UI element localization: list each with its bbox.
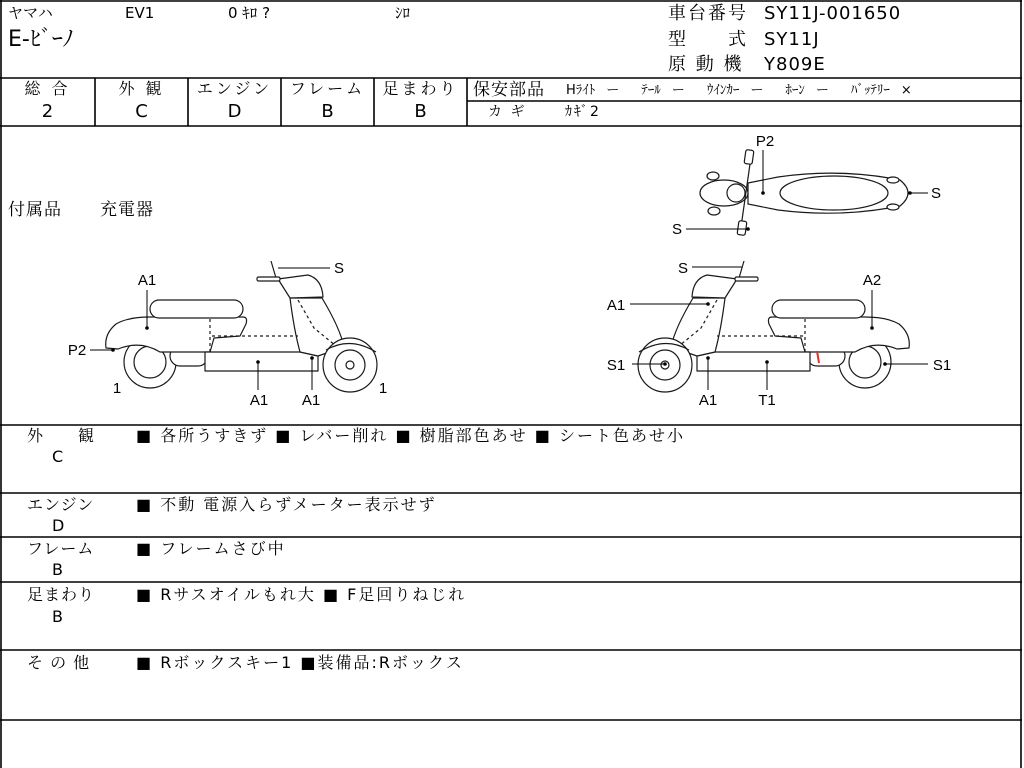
key-label: カ ギ [488,104,527,120]
engine-label: 原 動 機 [668,54,744,75]
safety-item-horn [785,84,829,97]
safety-item-name: ﾎｰﾝ [785,83,805,98]
diagram-label-right-handle: S [677,260,689,277]
safety-item-headlight [566,84,619,97]
grade-frame [281,78,374,126]
diagram-label-left-floor-front: A1 [301,392,321,409]
safety-item-name: Hﾗｲﾄ [566,83,596,98]
note-exterior-text: ■ 各所うすきず ■ レバー削れ ■ 樹脂部色あせ ■ シート色あせ小 [136,426,685,445]
grade-overall-value: 2 [41,101,54,122]
diagram-label-left-floor: A1 [249,392,269,409]
diagram-label-right-front-wheel: S1 [606,357,626,374]
grade-frame-value: B [321,101,334,122]
grade-engine-label: エンジン [196,79,273,98]
safety-item-battery [851,84,912,97]
diagram-label-left-rear-count: 1 [112,380,122,397]
diagram-label-top-front: P2 [755,133,775,150]
note-suspension-label: 足まわり [27,585,96,604]
model-type: SY11J [764,29,820,50]
safety-item-status: ー [750,83,764,98]
grade-exterior-value: C [135,101,148,122]
grade-suspension-label: 足まわり [382,79,459,98]
grade-engine-value: D [227,101,242,122]
frame-number: SY11J-001650 [764,3,902,24]
diagram-label-left-rear-cowl: A1 [137,272,157,289]
diagram-label-right-rear-wheel: S1 [932,357,952,374]
diagram-label-top-handle: S [671,221,683,238]
note-frame-label: フレーム [27,539,95,558]
safety-parts-label: 保安部品 [473,80,545,100]
note-exterior-label: 外 観 [27,426,96,445]
diagram-label-left-tail: P2 [67,342,87,359]
note-exterior-grade: C [52,447,64,466]
note-engine-label: エンジン [27,495,95,514]
grade-exterior-label: 外 観 [118,79,165,98]
safety-item-name: ﾊﾞｯﾃﾘｰ [850,83,890,98]
diagram-label-top-rear: S [930,185,942,202]
safety-item-status: ー [606,83,620,98]
diagram-label-right-rear-cowl: A2 [862,272,882,289]
safety-item-taillight [641,84,685,97]
accessories-value: 充電器 [100,200,154,220]
safety-item-status: × [900,83,912,98]
note-other-label: そ の 他 [27,653,91,672]
diagram-label-right-leg-shield-lower: A1 [698,392,718,409]
safety-parts-list [566,84,912,97]
model-code: EV1 [125,4,155,22]
grade-frame-label: フレーム [289,79,366,98]
diagram-label-left-front-count: 1 [378,380,388,397]
grade-overall [0,78,95,126]
engine-number: Y809E [764,54,826,75]
grade-suspension-value: B [414,101,427,122]
frame-number-label: 車台番号 [668,3,748,24]
grade-engine [188,78,281,126]
grade-exterior [95,78,188,126]
safety-item-status: ー [671,83,685,98]
diagram-label-left-handle: S [333,260,345,277]
note-frame-text: ■ フレームさび中 [136,539,286,558]
note-suspension-text: ■ Rサスオイルもれ大 ■ F足回りねじれ [136,585,467,604]
safety-item-status: ー [815,83,829,98]
note-engine-grade: D [52,516,65,535]
body-color: ｼﾛ [395,4,411,22]
accessories-label: 付属品 [8,200,62,220]
diagram-label-right-leg-shield: A1 [606,297,626,314]
note-engine-text: ■ 不動 電源入らずメーター表示せず [136,495,437,514]
diagram-label-right-floor: T1 [758,392,776,409]
maker-name: ヤマハ [8,4,53,22]
mileage: 0 ｷﾛ ? [228,4,271,22]
model-type-label: 型 式 [668,29,748,50]
safety-item-turn-signal [707,84,764,97]
note-other-text: ■ Rボックスキー1 ■装備品:Rボックス [136,653,464,672]
model-name: E-ﾋﾞｰﾉ [8,27,74,52]
grade-overall-label: 総 合 [24,79,71,98]
safety-item-name: ﾃｰﾙ [641,83,661,98]
grade-suspension [374,78,467,126]
diagram-leader-dots [111,191,912,366]
key-value: ｶｷﾞ2 [565,104,601,120]
scooter-top-view [700,150,908,236]
note-suspension-grade: B [52,607,63,626]
safety-item-name: ｳｲﾝｶｰ [706,83,740,98]
note-frame-grade: B [52,560,63,579]
